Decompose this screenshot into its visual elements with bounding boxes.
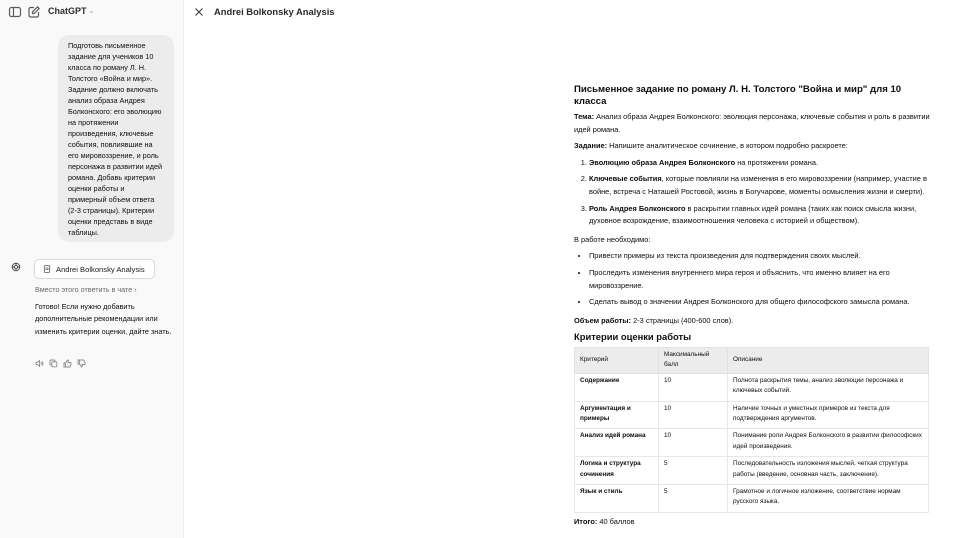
- description-cell: Полнота раскрытия темы, анализ эволюции персонажа и ключевых событий.: [728, 373, 929, 401]
- criteria-table: [574, 347, 929, 513]
- criterion-cell: Содержание: [575, 373, 659, 401]
- table-row: [575, 373, 929, 401]
- score-cell: 10: [659, 401, 728, 429]
- table-row: [575, 429, 929, 457]
- description-cell: Последовательность изложения мыслей, четкая структура работы (введение, основная часть, заключение).: [728, 457, 929, 485]
- assistant-message: Готово! Если нужно добавить дополнительные рекомендации или изменить критерии оценки, дайте знать.: [35, 302, 172, 336]
- user-message: Подготовь письменное задание для учеников 10 класса по роману Л. Н. Толстого «Война и мир». Задание должно включать анализ образа Андрея Болконского: его эволюцию на протяжении произведения, ключевые события, повлиявшие на его мировоззрение, и роль персонажа в развитии идей романа. Добавь критерии оценки работы и примерный объем ответа (2-3 страницы). Критерии оценки представь в виде таблицы.: [58, 35, 174, 242]
- reply-in-chat-link[interactable]: Вместо этого ответить в чате ›: [35, 285, 137, 294]
- table-header: Максимальный балл: [659, 347, 728, 373]
- new-chat-icon[interactable]: [27, 5, 41, 19]
- topic-text: Анализ образа Андрея Болконского: эволюция персонажа, ключевые события и роль в развитии идей романа.: [574, 112, 930, 134]
- list-item: • Проследить изменения внутреннего мира героя и объяснить, что именно влияет на его мировоззрение.: [589, 267, 930, 292]
- criteria-heading: Критерии оценки работы: [574, 331, 692, 343]
- list-item: [589, 203, 930, 228]
- table-row: [575, 484, 929, 512]
- task-item-text: на протяжении романа.: [735, 157, 819, 167]
- topic-paragraph: [574, 111, 930, 136]
- score-cell: 5: [659, 457, 728, 485]
- total-label: Итого:: [574, 516, 598, 526]
- volume-text: 2-3 страницы (400-600 слов).: [631, 315, 734, 325]
- table-header: Критерий: [575, 347, 659, 373]
- requirements-list: [574, 250, 930, 308]
- score-cell: 5: [659, 484, 728, 512]
- volume-paragraph: [574, 315, 930, 328]
- sidebar-toggle-icon[interactable]: [8, 5, 22, 19]
- description-cell: Наличие точных и уместных примеров из текста для подтверждения аргументов.: [728, 401, 929, 429]
- criterion-cell: Язык и стиль: [575, 484, 659, 512]
- task-paragraph: [574, 140, 930, 153]
- document-heading: Письменное задание по роману Л. Н. Толстого "Война и мир" для 10 класса: [574, 84, 902, 107]
- task-item-text: в раскрытии главных идей романа (таких как поиск смысла жизни, духовное возрождение, взаимоотношения человека с историей и обществом).: [589, 203, 917, 226]
- volume-label: Объем работы:: [574, 315, 632, 325]
- task-item-bold: Ключевые события: [589, 174, 662, 184]
- canvas-panel: [185, 0, 975, 538]
- read-aloud-icon[interactable]: [35, 359, 44, 368]
- criterion-cell: Анализ идей романа: [575, 429, 659, 457]
- canvas-document[interactable]: [574, 84, 930, 532]
- list-item: • Сделать вывод о значении Андрея Болконского для общего философского замысла романа.: [589, 296, 930, 309]
- task-item-text: , которые повлияли на изменения в его мировоззрении (например, участие в войне, встреча с Наташей Ростовой, жизнь в Богучарове, моменты осмысления жизни и смерти).: [589, 174, 927, 196]
- document-icon: [43, 265, 51, 273]
- canvas-title: Andrei Bolkonsky Analysis: [214, 6, 335, 17]
- description-cell: Понимание роли Андрея Болконского в развитии философских идей произведения.: [728, 429, 929, 457]
- task-item-bold: Эволюцию образа Андрея Болконского: [589, 157, 736, 167]
- close-canvas-icon[interactable]: [193, 6, 205, 18]
- thumbs-up-icon[interactable]: [63, 359, 72, 368]
- assistant-avatar-icon: [11, 262, 21, 272]
- message-actions: [35, 359, 86, 368]
- task-text: Напишите аналитическое сочинение, в котором подробно раскроете:: [607, 141, 848, 151]
- model-name: ChatGPT: [48, 6, 87, 16]
- table-header: Описание: [728, 347, 929, 373]
- task-item-bold: Роль Андрея Болконского: [589, 203, 686, 213]
- criterion-cell: Логика и структура сочинения: [575, 457, 659, 485]
- criterion-cell: Аргументация и примеры: [575, 401, 659, 429]
- score-cell: 10: [659, 429, 728, 457]
- task-list: [574, 157, 930, 228]
- description-cell: Грамотное и логичное изложение, соответствие нормам русского языка.: [728, 484, 929, 512]
- table-row: [575, 457, 929, 485]
- canvas-document-chip[interactable]: [34, 259, 155, 279]
- list-item: [589, 173, 930, 198]
- copy-icon[interactable]: [49, 359, 58, 368]
- total-paragraph: [574, 516, 930, 529]
- chat-topbar: [0, 0, 184, 24]
- list-item: • Привести примеры из текста произведения для подтверждения своих мыслей.: [589, 250, 930, 263]
- total-text: 40 баллов: [597, 516, 635, 526]
- requirements-intro: В работе необходимо:: [574, 234, 651, 244]
- list-item: [589, 157, 930, 170]
- topic-label: Тема:: [574, 112, 595, 121]
- model-selector[interactable]: [48, 6, 94, 16]
- canvas-chip-label: Andrei Bolkonsky Analysis: [56, 264, 145, 274]
- score-cell: 10: [659, 373, 728, 401]
- task-label: Задание:: [574, 141, 608, 151]
- chevron-down-icon: ⌄: [88, 8, 95, 15]
- thumbs-down-icon[interactable]: [77, 359, 86, 368]
- table-header-row: [575, 347, 929, 373]
- table-row: [575, 401, 929, 429]
- chat-panel: [0, 0, 184, 538]
